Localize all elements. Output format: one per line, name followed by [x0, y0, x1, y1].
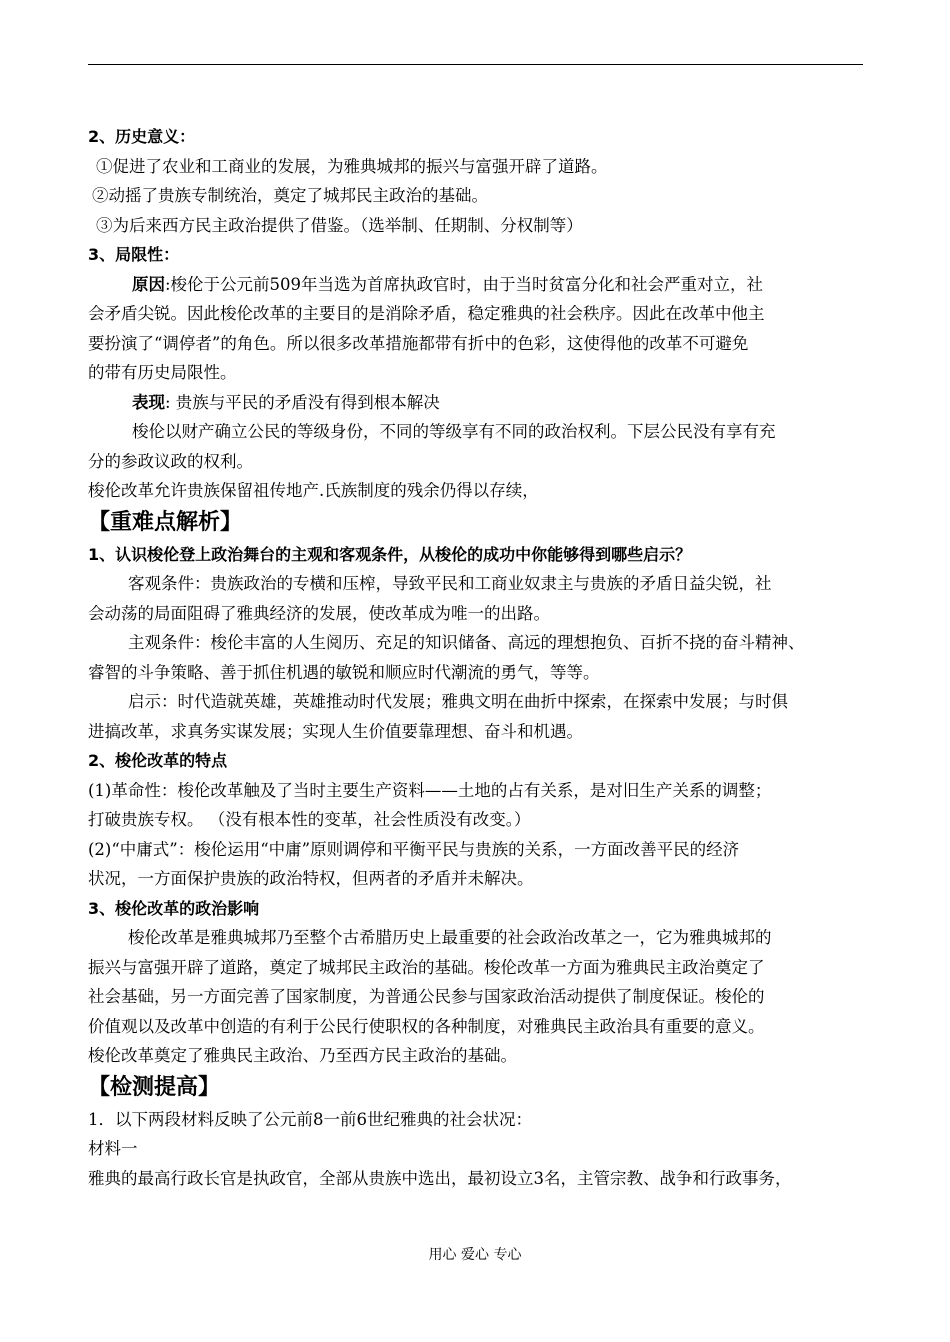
section-heading-significance: 2、历史意义： [88, 127, 196, 146]
reason-label: 原因 [132, 274, 165, 294]
significance-item: ②动摇了贵族专制统治，奠定了城邦民主政治的基础。 [92, 186, 488, 205]
paragraph-line: 主观条件：梭伦丰富的人生阅历、充足的知识储备、高远的理想抱负、百折不挠的奋斗精神、 [128, 633, 805, 652]
paragraph-line: 打破贵族专权。 （没有根本性的变革，社会性质没有改变。） [88, 810, 531, 829]
reason-line: 会矛盾尖锐。因此梭伦改革的主要目的是消除矛盾，稳定雅典的社会秩序。因此在改革中他主 [88, 304, 765, 323]
question-heading: 3、梭伦改革的政治影响 [88, 898, 260, 918]
paragraph-line: 振兴与富强开辟了道路，奠定了城邦民主政治的基础。梭伦改革一方面为雅典民主政治奠定了 [88, 957, 765, 977]
material-label: 材料一 [88, 1139, 138, 1158]
reason-line: 要扮演了“调停者”的角色。所以很多改革措施都带有折中的色彩，这使得他的改革不可避免 [88, 333, 749, 353]
paragraph-line: 梭伦改革奠定了雅典民主政治、乃至西方民主政治的基础。 [88, 1046, 517, 1065]
paragraph-line: 梭伦以财产确立公民的等级身份，不同的等级享有不同的政治权利。下层公民没有享有充 [132, 422, 776, 441]
paragraph-line: 睿智的斗争策略、善于抓住机遇的敏锐和顺应时代潮流的勇气，等等。 [88, 662, 600, 682]
document-body [88, 122, 863, 1193]
section-title-test: 【检测提高】 [88, 1074, 221, 1100]
page-footer: 用心 爱心 专心 [428, 1247, 522, 1263]
manifest-label: 表现 [132, 392, 165, 412]
significance-item: ①促进了农业和工商业的发展，为雅典城邦的振兴与富强开辟了道路。 [96, 156, 608, 176]
paragraph-line: 梭伦改革允许贵族保留祖传地产.氏族制度的残余仍得以存续， [88, 481, 539, 500]
question-heading: 2、梭伦改革的特点 [88, 751, 228, 770]
section-title-analysis: 【重难点解析】 [88, 509, 243, 535]
question-line: 1．以下两段材料反映了公元前8一前6世纪雅典的社会状况： [88, 1109, 532, 1129]
reason-line: 的带有历史局限性。 [88, 363, 237, 382]
manifest-text: : 贵族与平民的矛盾没有得到根本解决 [165, 392, 440, 412]
paragraph-line: 分的参政议政的权利。 [88, 451, 253, 471]
paragraph-line: 进搞改革，求真务实谋发展；实现人生价值要靠理想、奋斗和机遇。 [88, 721, 583, 741]
paragraph-line: (1)革命性：梭伦改革触及了当时主要生产资料——土地的占有关系，是对旧生产关系的调整； [88, 780, 772, 800]
question-heading: 1、认识梭伦登上政治舞台的主观和客观条件，从梭伦的成功中你能够得到哪些启示？ [88, 544, 692, 564]
paragraph-line: 社会基础，另一方面完善了国家制度，为普通公民参与国家政治活动提供了制度保证。梭伦的 [88, 987, 765, 1006]
material-text: 雅典的最高行政长官是执政官，全部从贵族中选出，最初设立3名，主管宗教、战争和行政事务， [88, 1168, 792, 1188]
paragraph-line: 状况，一方面保护贵族的政治特权，但两者的矛盾并未解决。 [88, 869, 534, 888]
paragraph-line: 价值观以及改革中创造的有利于公民行使职权的各种制度，对雅典民主政治具有重要的意义。 [88, 1016, 765, 1036]
paragraph-line: 客观条件：贵族政治的专横和压榨，导致平民和工商业奴隶主与贵族的矛盾日益尖锐，社 [128, 574, 772, 593]
section-heading-limitations: 3、局限性： [88, 245, 180, 264]
significance-item: ③为后来西方民主政治提供了借鉴。（选举制、任期制、分权制等） [96, 215, 583, 235]
manifest-line [88, 388, 863, 418]
paragraph-line: 会动荡的局面阻碍了雅典经济的发展，使改革成为唯一的出路。 [88, 603, 550, 623]
paragraph-line: 启示：时代造就英雄，英雄推动时代发展；雅典文明在曲折中探索，在探索中发展；与时俱 [128, 692, 788, 711]
reason-line [88, 270, 863, 300]
header-rule [88, 64, 863, 65]
reason-text: :梭伦于公元前509年当选为首席执政官时，由于当时贫富分化和社会严重对立，社 [165, 274, 764, 294]
paragraph-line: 梭伦改革是雅典城邦乃至整个古希腊历史上最重要的社会政治改革之一，它为雅典城邦的 [128, 928, 772, 947]
paragraph-line: (2)“中庸式”：梭伦运用“中庸”原则调停和平衡平民与贵族的关系，一方面改善平民的经济 [88, 839, 740, 859]
